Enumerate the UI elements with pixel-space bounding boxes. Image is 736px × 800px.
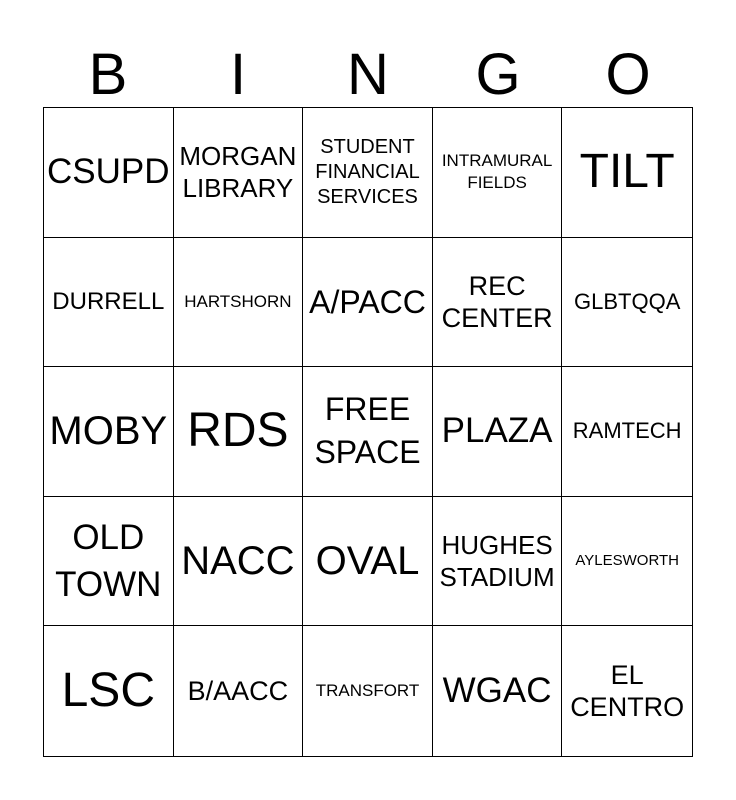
cell-label: FREE SPACE [314, 391, 421, 471]
cell-label: STUDENT FINANCIAL SERVICES [315, 135, 420, 208]
bingo-cell[interactable] [562, 497, 692, 627]
header-letter-i: I [229, 42, 247, 107]
bingo-cell[interactable] [433, 367, 563, 497]
cell-label: EL CENTRO [570, 659, 685, 723]
bingo-cell[interactable] [44, 367, 174, 497]
cell-label: RAMTECH [572, 418, 682, 444]
bingo-cell[interactable] [174, 497, 304, 627]
bingo-cell[interactable] [303, 238, 433, 368]
bingo-cell[interactable] [303, 497, 433, 627]
cell-label: CSUPD [47, 152, 170, 192]
header-letter-b: B [88, 42, 128, 107]
bingo-cell[interactable] [174, 108, 304, 238]
cell-label: MORGAN LIBRARY [179, 140, 297, 204]
bingo-cell[interactable] [562, 108, 692, 238]
bingo-cell[interactable] [433, 108, 563, 238]
bingo-cell[interactable] [303, 367, 433, 497]
cell-label: HUGHES STADIUM [439, 529, 555, 593]
bingo-cell[interactable] [562, 367, 692, 497]
cell-label: OLD TOWN [55, 517, 162, 605]
cell-label: AYLESWORTH [575, 552, 680, 570]
cell-label: DURRELL [52, 287, 165, 315]
cell-label: REC CENTER [441, 270, 553, 333]
cell-label: LSC [61, 663, 155, 717]
header-letter-n: N [347, 42, 389, 107]
cell-label: MOBY [49, 409, 168, 454]
bingo-cell[interactable] [174, 626, 304, 756]
cell-label: TRANSFORT [315, 681, 420, 701]
bingo-cell[interactable] [174, 367, 304, 497]
bingo-cell[interactable] [562, 238, 692, 368]
cell-label: GLBTQQA [574, 288, 681, 314]
cell-label: PLAZA [441, 411, 553, 451]
header-letter-o: O [605, 42, 651, 107]
cell-label: TILT [579, 144, 675, 198]
bingo-cell[interactable] [303, 626, 433, 756]
cell-label: NACC [181, 539, 295, 584]
cell-label: INTRAMURAL FIELDS [441, 151, 553, 193]
cell-label: WGAC [442, 671, 552, 711]
cell-label: HARTSHORN [184, 291, 292, 311]
bingo-cell[interactable] [433, 497, 563, 627]
cell-label: RDS [187, 404, 289, 458]
bingo-cell[interactable] [44, 497, 174, 627]
bingo-cell[interactable] [303, 108, 433, 238]
bingo-card-grid [43, 107, 693, 757]
bingo-header [43, 42, 693, 108]
cell-label: B/AACC [187, 676, 289, 706]
bingo-cell[interactable] [433, 238, 563, 368]
bingo-cell[interactable] [44, 238, 174, 368]
bingo-cell[interactable] [44, 108, 174, 238]
header-letter-g: G [475, 42, 521, 107]
cell-label: A/PACC [309, 283, 426, 320]
bingo-cell[interactable] [174, 238, 304, 368]
cell-label: OVAL [315, 539, 420, 584]
bingo-cell[interactable] [562, 626, 692, 756]
bingo-cell[interactable] [433, 626, 563, 756]
bingo-cell[interactable] [44, 626, 174, 756]
